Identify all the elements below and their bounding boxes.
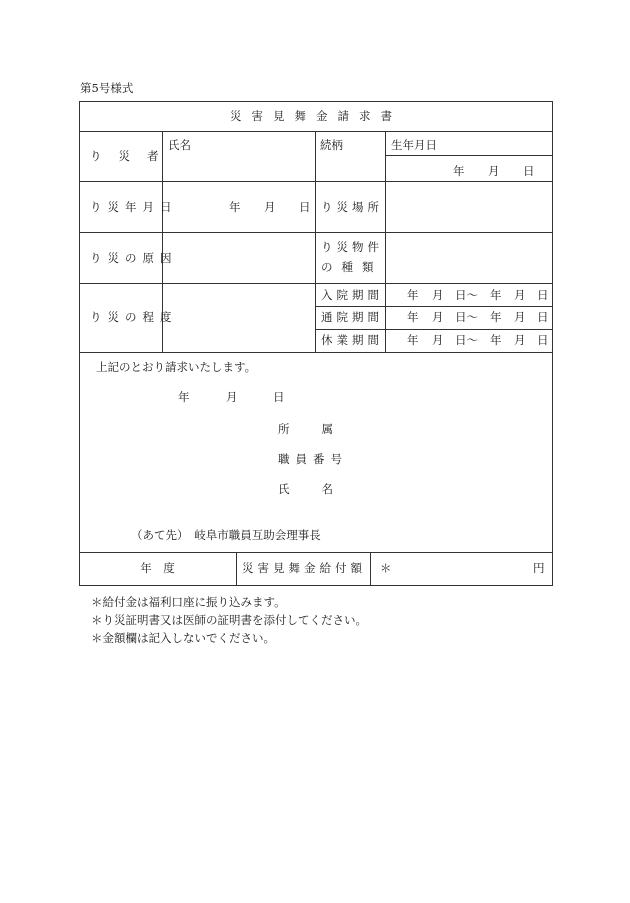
period-year-unit: 年 [490,333,502,347]
form-number: 第5号様式 [80,81,134,95]
request-day-unit: 日 [273,390,285,404]
disaster-degree-label: り災の程度 [90,310,178,324]
period-day-tilde: 日〜 [455,310,478,324]
divider [385,131,386,352]
disaster-place-label: り災場所 [321,200,383,214]
period-month-unit: 月 [432,288,444,302]
period-day-tilde: 日〜 [455,333,478,347]
period-month-unit: 月 [514,333,526,347]
birth-day-unit: 日 [523,164,535,178]
divider [236,552,237,586]
relation-label: 続柄 [320,138,343,152]
applicant-name-label: 氏名 [278,482,365,496]
divider [315,329,553,330]
divider [385,155,553,156]
period-year-unit: 年 [490,310,502,324]
period-month-unit: 月 [432,333,444,347]
form-title: 災害見舞金請求書 [230,109,402,123]
divider [315,306,553,307]
disaster-year-unit: 年 [229,200,241,214]
divider [79,552,553,553]
period-year-unit: 年 [407,310,419,324]
request-text: 上記のとおり請求いたします。 [96,360,257,374]
divider [79,232,553,233]
disaster-day-unit: 日 [299,200,311,214]
divider [79,352,553,353]
note-item: ＊金額欄は記入しないでください。 [91,631,275,645]
disaster-date-label: り災年月日 [90,200,178,214]
period-day-unit: 日 [537,310,549,324]
divider [370,552,371,586]
note-item: ＊給付金は福利口座に振り込みます。 [91,595,286,609]
disaster-cause-label: り災の原因 [90,251,178,265]
period-year-unit: 年 [407,333,419,347]
request-year-unit: 年 [178,390,190,404]
period-month-unit: 月 [514,310,526,324]
disaster-month-unit: 月 [264,200,276,214]
addressee: （あて先） 岐阜市職員互助会理事長 [131,528,321,542]
property-label-1: り災物件 [321,240,383,254]
employee-number-label: 職員番号 [278,452,348,466]
period-year-unit: 年 [490,288,502,302]
period-month-unit: 月 [432,310,444,324]
property-label-2: の種類 [321,260,383,274]
period-day-tilde: 日〜 [455,288,478,302]
birth-date-label: 生年月日 [391,138,437,152]
amount-label: 災害見舞金給付額 [242,561,366,575]
person-label: り災者 [90,149,176,163]
period-month-unit: 月 [514,288,526,302]
leave-period-label: 休業期間 [321,333,383,347]
form-table [79,101,553,586]
divider [79,131,553,132]
affiliation-label: 所属 [278,422,365,436]
birth-month-unit: 月 [488,164,500,178]
note-item: ＊り災証明書又は医師の証明書を添付してください。 [91,613,367,627]
hospital-period-label: 入院期間 [321,288,383,302]
yen-unit: 円 [533,561,545,575]
outpatient-period-label: 通院期間 [321,310,383,324]
period-year-unit: 年 [407,288,419,302]
fiscal-year-label: 年 度 [140,561,175,575]
divider [79,283,553,284]
period-day-unit: 日 [537,333,549,347]
birth-year-unit: 年 [453,164,465,178]
divider [315,131,316,352]
divider [79,181,553,182]
amount-asterisk: ＊ [380,561,392,575]
period-day-unit: 日 [537,288,549,302]
name-label: 氏名 [168,138,191,152]
request-month-unit: 月 [226,390,238,404]
